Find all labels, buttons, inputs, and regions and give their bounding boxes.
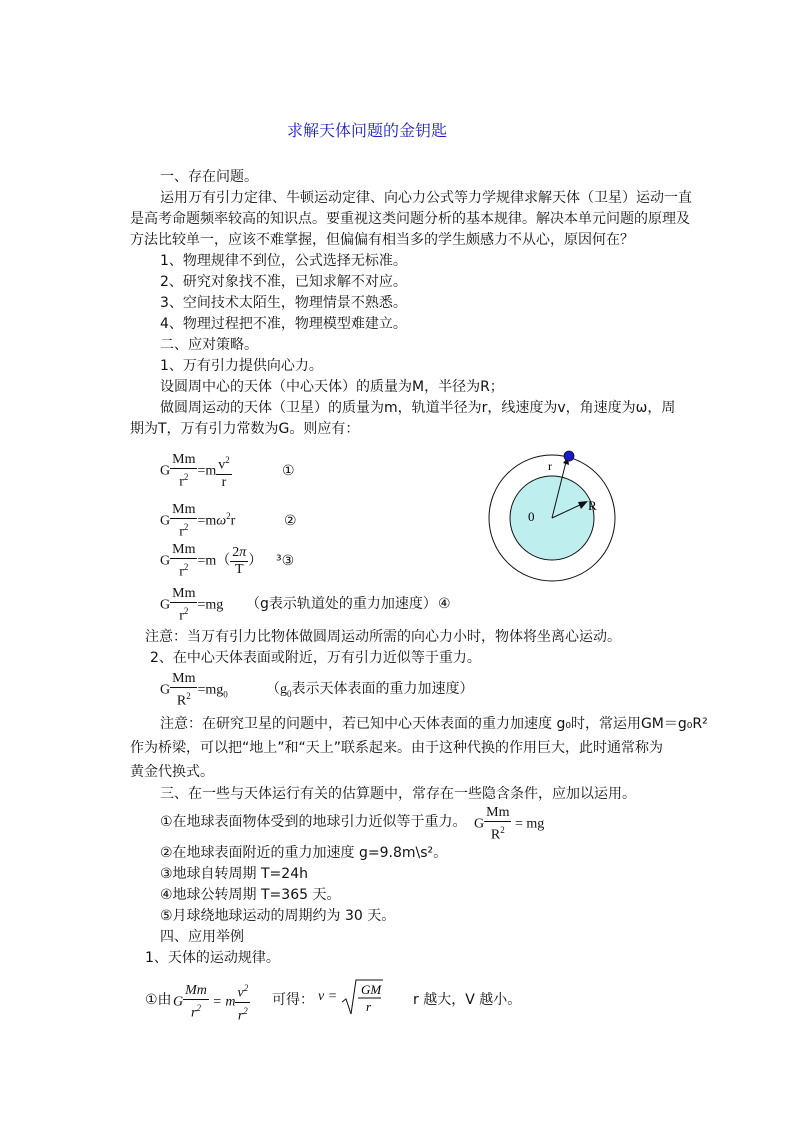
equation-3-marker: ³③ (276, 553, 295, 569)
example-result: v = GM r (318, 978, 383, 1016)
section4-heading: 四、应用举例 (160, 929, 244, 945)
label-o: 0 (528, 509, 535, 524)
example-prefix: ①由 (145, 992, 172, 1008)
note-2-line3: 黄金代换式。 (130, 764, 214, 780)
example-suffix: r 越大，V 越小。 (413, 992, 522, 1008)
section2-sub1: 1、万有引力提供向心力。 (160, 358, 323, 374)
section1-heading: 一、存在问题。 (160, 169, 258, 185)
note-1: 注意：当万有引力比物体做圆周运动所需的向心力小时，物体将坐离心运动。 (145, 629, 621, 645)
equation-6: G $\frac{Mm}{R^2}$ = mg (474, 805, 545, 843)
equation-2-marker: ② (284, 513, 297, 529)
label-r: r (548, 459, 552, 473)
equation-1-marker: ① (282, 463, 295, 479)
section3-item3: ③地球自转周期 T=24h (160, 866, 308, 882)
list-item: 2、研究对象找不准，已知求解不对应。 (160, 274, 407, 290)
svg-text:r: r (365, 999, 371, 1014)
section1-para-line2: 是高考命题频率较高的知识点。要重视这类问题分析的基本规律。解决本单元问题的原理及 (130, 211, 690, 227)
section3-item4: ④地球公转周期 T=365 天。 (160, 887, 341, 903)
section3-item2: ②在地球表面附近的重力加速度 g=9.8m\s²。 (160, 845, 448, 861)
section3-item5: ⑤月球绕地球运动的周期约为 30 天。 (160, 908, 396, 924)
section1-para-line1: 运用万有引力定律、牛顿运动定律、向心力公式等力学规律求解天体（卫星）运动一直 (160, 190, 692, 206)
equation-4-marker: ④ (438, 596, 451, 612)
orbit-diagram (484, 448, 624, 588)
svg-text:GM: GM (360, 982, 381, 997)
equation-4-note: （g表示轨道处的重力加速度） (246, 596, 437, 612)
setup-line3: 期为T，万有引力常数为G。则应有： (130, 421, 360, 437)
list-item: 4、物理过程把不准，物理模型难建立。 (160, 316, 407, 332)
equation-2: G $\frac{Mm}{r^2}$ $=m\omega^2r$ (160, 502, 236, 540)
equation-1: G $\frac{Mm}{r^2}$ =m $\frac{v^2}{r}$ (160, 452, 230, 490)
example-mid: 可得： (272, 992, 314, 1008)
section2-heading: 二、应对策略。 (160, 337, 258, 353)
setup-line1: 设圆周中心的天体（中心天体）的质量为M，半径为R； (160, 379, 504, 395)
section3-heading: 三、在一些与天体运行有关的估算题中，常存在一些隐含条件，应加以运用。 (160, 786, 636, 802)
page-title: 求解天体问题的金钥匙 (287, 121, 448, 140)
equation-3: G $\frac{Mm}{r^2}$ =m（ $\frac{2\pi}{T}$ ） (160, 542, 263, 580)
section3-item1: ①在地球表面物体受到的地球引力近似等于重力。 (160, 814, 467, 830)
list-item: 3、空间技术太陌生，物理情景不熟悉。 (160, 295, 407, 311)
example-equation: G $\frac{Mm}{r^2}$ = m $\frac{v^2}{r^2}$ (173, 982, 249, 1024)
note-2-line2: 作为桥梁，可以把“地上”和“天上”联系起来。由于这种代换的作用巨大，此时通常称为 (130, 740, 664, 756)
equation-5: G $\frac{Mm}{R^2}$ $=mg_0$ (160, 671, 228, 709)
section4-sub1: 1、天体的运动规律。 (145, 950, 280, 966)
setup-line2: 做圆周运动的天体（卫星）的质量为m，轨道半径为r，线速度为v，角速度为ω，周 (160, 400, 676, 416)
note-2-line1: 注意：在研究卫星的问题中，若已知中心天体表面的重力加速度 g₀时，常运用GM＝g₀R² (160, 716, 708, 732)
equation-4: G $\frac{Mm}{r^2}$ =mg (160, 586, 224, 624)
section2-sub2: 2、在中心天体表面或附近，万有引力近似等于重力。 (150, 650, 481, 666)
equation-5-note: （$g_0$表示天体表面的重力加速度） (266, 681, 474, 699)
section1-para-line3: 方法比较单一，应该不难掌握，但偏偏有相当多的学生颇感力不从心，原因何在？ (130, 232, 634, 248)
satellite (564, 451, 574, 461)
list-item: 1、物理规律不到位，公式选择无标准。 (160, 253, 407, 269)
sqrt-symbol (341, 978, 383, 1016)
label-R: R (588, 498, 597, 513)
